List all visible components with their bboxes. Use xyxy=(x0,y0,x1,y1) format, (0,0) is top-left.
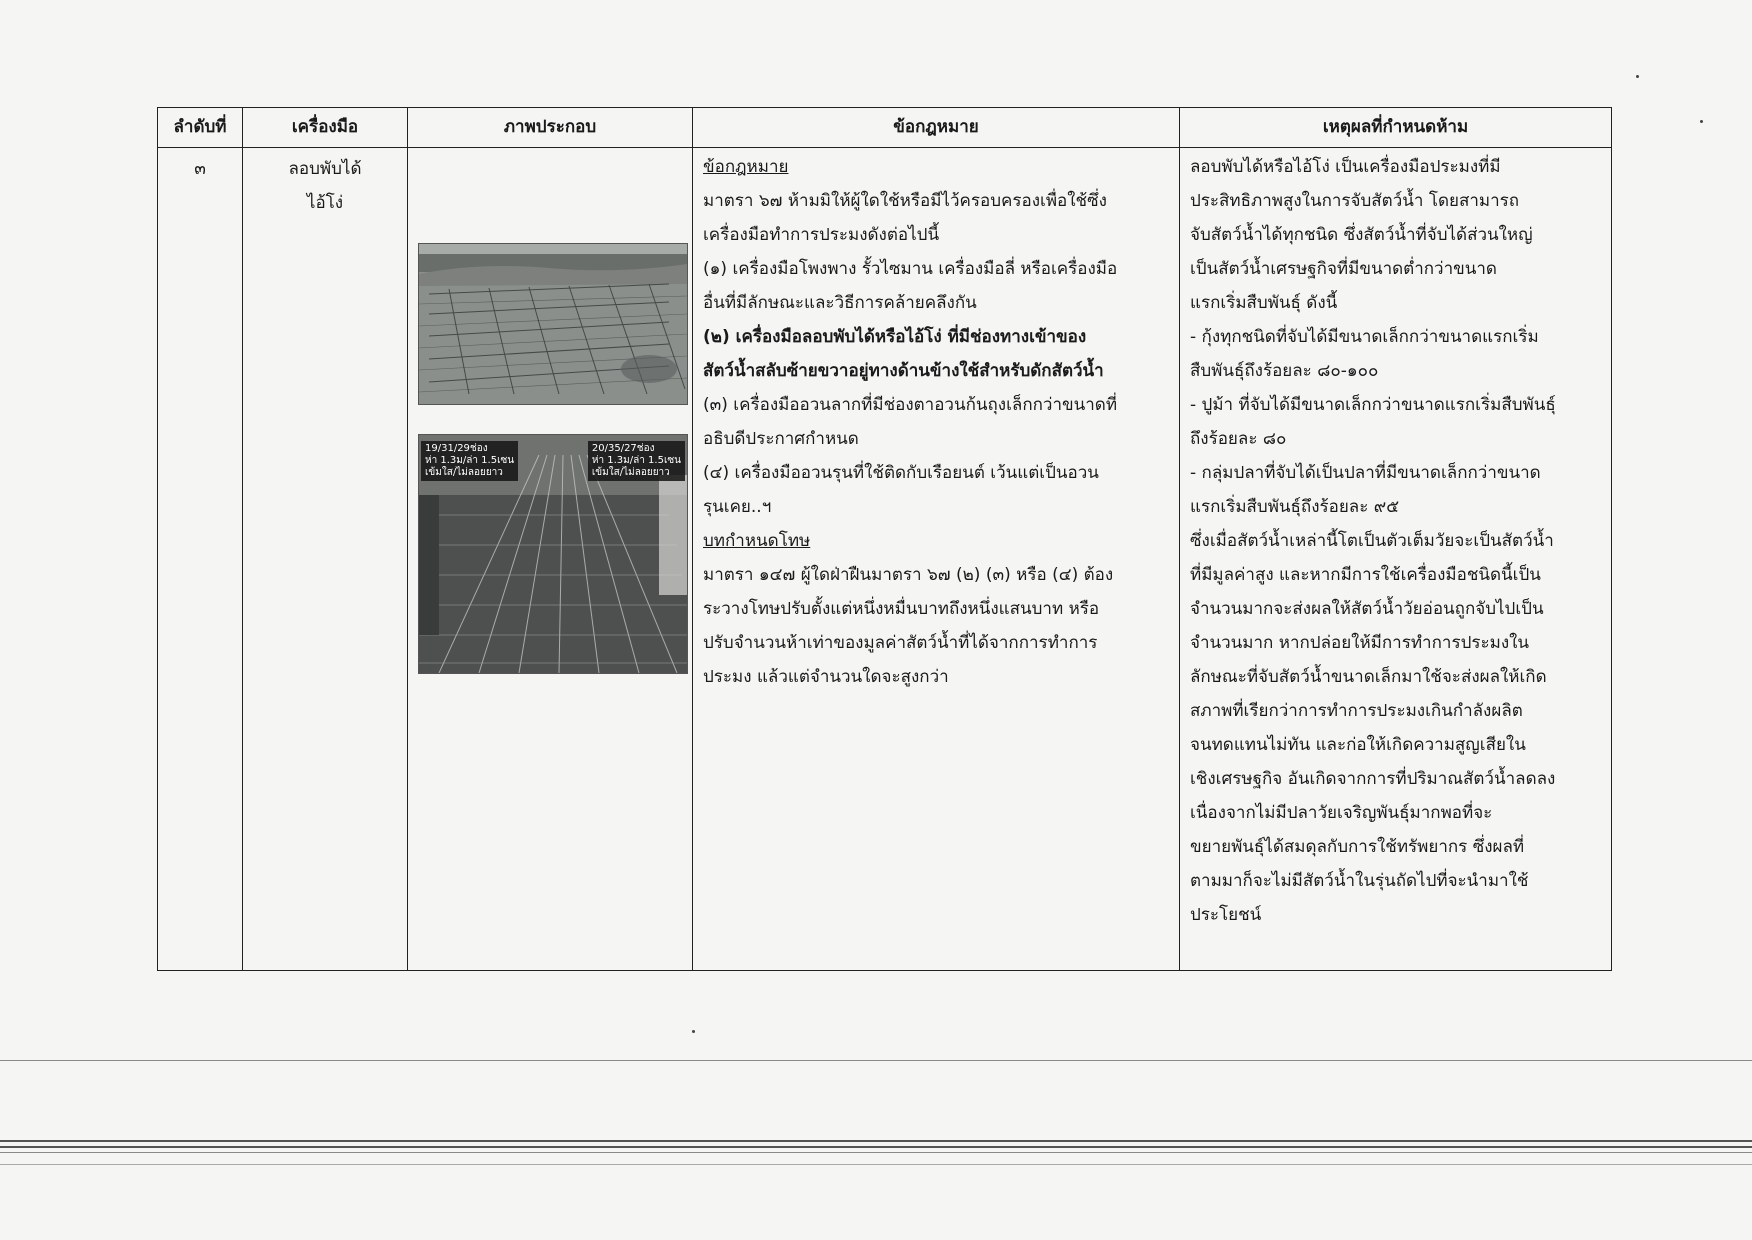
reason-line: ที่มีมูลค่าสูง และหากมีการใช้เครื่องมือชนิดนี้เป็น xyxy=(1190,565,1541,585)
reason-line: จำนวนมาก หากปล่อยให้มีการทำการประมงใน xyxy=(1190,633,1530,653)
footer-divider-thin xyxy=(0,1060,1752,1061)
footer-divider-4 xyxy=(0,1164,1752,1165)
header-tool: เครื่องมือ xyxy=(243,108,408,148)
reason-line: เนื่องจากไม่มีปลาวัยเจริญพันธุ์มากพอที่จะ xyxy=(1190,803,1493,823)
header-law: ข้อกฎหมาย xyxy=(693,108,1180,148)
photo-tag-line: ห่า 1.3ม/ล่า 1.5เซน xyxy=(591,455,681,466)
law-text xyxy=(693,148,1180,971)
reason-line: สภาพที่เรียกว่าการทำการประมงเกินกำลังผลิต xyxy=(1190,701,1523,721)
header-reason: เหตุผลที่กำหนดห้าม xyxy=(1180,108,1612,148)
photo-tag-line: 19/31/29ช่อง xyxy=(425,443,488,454)
reason-line: จำนวนมากจะส่งผลให้สัตว์น้ำวัยอ่อนถูกจับไปเป็น xyxy=(1190,599,1544,619)
table-header-row xyxy=(158,108,1612,148)
table-row xyxy=(158,148,1612,971)
scan-speck xyxy=(692,1030,695,1033)
photo-tag-line: 20/35/27ช่อง xyxy=(591,443,655,454)
folding-trap-photo-top xyxy=(418,243,688,405)
law-line: สัตว์น้ำสลับซ้ายขวาอยู่ทางด้านข้างใช้สำหรับดักสัตว์น้ำ xyxy=(703,361,1104,381)
reason-line: ประสิทธิภาพสูงในการจับสัตว์น้ำ โดยสามารถ xyxy=(1190,191,1520,211)
tool-name-line: ลอบพับได้ xyxy=(288,159,362,179)
reason-text xyxy=(1180,148,1612,971)
reason-line: - กลุ่มปลาที่จับได้เป็นปลาที่มีขนาดเล็กกว่าขนาด xyxy=(1190,463,1541,483)
photo-tag-left xyxy=(421,441,518,481)
law-line: (๔) เครื่องมืออวนรุนที่ใช้ติดกับเรือยนต์ เว้นแต่เป็นอวน xyxy=(703,463,1099,483)
photo-tag-line: ห่า 1.3ม/ล่า 1.5เซน xyxy=(425,455,515,466)
folding-trap-photo-image xyxy=(419,244,687,404)
reason-line: ลอบพับได้หรือไอ้โง่ เป็นเครื่องมือประมงที่มี xyxy=(1190,157,1501,177)
reason-line: ตามมาก็จะไม่มีสัตว์น้ำในรุ่นถัดไปที่จะนำมาใช้ xyxy=(1190,871,1529,891)
law-section-heading: ข้อกฎหมาย xyxy=(703,157,789,177)
law-line: รุนเคย..ฯ xyxy=(703,497,772,517)
header-no: ลำดับที่ xyxy=(158,108,243,148)
footer-divider-3 xyxy=(0,1152,1752,1153)
header-image: ภาพประกอบ xyxy=(408,108,693,148)
reason-line: ประโยชน์ xyxy=(1190,905,1262,925)
law-line: อื่นที่มีลักษณะและวิธีการคล้ายคลึงกัน xyxy=(703,293,977,313)
law-line: (๓) เครื่องมืออวนลากที่มีช่องตาอวนก้นถุงเล็กกว่าขนาดที่ xyxy=(703,395,1118,415)
reason-line: เชิงเศรษฐกิจ อันเกิดจากการที่ปริมาณสัตว์น้ำลดลง xyxy=(1190,769,1556,789)
photo-tag-line: เข้มใส/ไม่ลอยยาว xyxy=(425,467,503,478)
folding-trap-photo-bottom xyxy=(418,434,688,674)
reason-line: สืบพันธุ์ถึงร้อยละ ๘๐-๑๐๐ xyxy=(1190,361,1379,381)
law-line: (๒) เครื่องมือลอบพับได้หรือไอ้โง่ ที่มีช่องทางเข้าของ xyxy=(703,327,1087,347)
law-line: (๑) เครื่องมือโพงพาง รั้วไซมาน เครื่องมือลี่ หรือเครื่องมือ xyxy=(703,259,1118,279)
law-line: มาตรา ๖๗ ห้ามมิให้ผู้ใดใช้หรือมีไว้ครอบครองเพื่อใช้ซึ่ง xyxy=(703,191,1107,211)
law-line: เครื่องมือทำการประมงดังต่อไปนี้ xyxy=(703,225,940,245)
reason-line: แรกเริ่มสืบพันธุ์ถึงร้อยละ ๙๕ xyxy=(1190,497,1400,517)
reason-line: ลักษณะที่จับสัตว์น้ำขนาดเล็กมาใช้จะส่งผลให้เกิด xyxy=(1190,667,1547,687)
footer-divider-2 xyxy=(0,1146,1752,1148)
law-line: ระวางโทษปรับตั้งแต่หนึ่งหมื่นบาทถึงหนึ่งแสนบาท หรือ xyxy=(703,599,1100,619)
photo-tag-line: เข้มใส/ไม่ลอยยาว xyxy=(591,467,670,478)
reason-line: จนทดแทนไม่ทัน และก่อให้เกิดความสูญเสียใน xyxy=(1190,735,1526,755)
law-section-heading: บทกำหนดโทษ xyxy=(703,531,811,551)
illustration-cell xyxy=(408,148,693,971)
footer-divider-1 xyxy=(0,1140,1752,1142)
prohibited-gear-table xyxy=(157,107,1612,971)
reason-line: ถึงร้อยละ ๘๐ xyxy=(1190,429,1287,449)
reason-line: ขยายพันธุ์ได้สมดุลกับการใช้ทรัพยากร ซึ่งผลที่ xyxy=(1190,837,1525,857)
tool-name xyxy=(243,148,408,971)
law-line: มาตรา ๑๔๗ ผู้ใดฝ่าฝืนมาตรา ๖๗ (๒) (๓) หรือ (๔) ต้อง xyxy=(703,565,1114,585)
scan-speck xyxy=(1700,120,1703,123)
reason-line: - ปูม้า ที่จับได้มีขนาดเล็กกว่าขนาดแรกเริ่มสืบพันธุ์ xyxy=(1190,395,1556,415)
law-line: ประมง แล้วแต่จำนวนใดจะสูงกว่า xyxy=(703,667,949,687)
reason-line: ซึ่งเมื่อสัตว์น้ำเหล่านี้โตเป็นตัวเต็มวัยจะเป็นสัตว์น้ำ xyxy=(1190,531,1554,551)
reason-line: แรกเริ่มสืบพันธุ์ ดังนี้ xyxy=(1190,293,1338,313)
law-line: อธิบดีประกาศกำหนด xyxy=(703,429,859,449)
law-line: ปรับจำนวนห้าเท่าของมูลค่าสัตว์น้ำที่ได้จากการทำการ xyxy=(703,633,1098,653)
scan-speck xyxy=(1636,75,1639,78)
reason-line: เป็นสัตว์น้ำเศรษฐกิจที่มีขนาดต่ำกว่าขนาด xyxy=(1190,259,1497,279)
photo-tag-right xyxy=(588,441,685,481)
reason-line: - กุ้งทุกชนิดที่จับได้มีขนาดเล็กกว่าขนาดแรกเริ่ม xyxy=(1190,327,1539,347)
reason-line: จับสัตว์น้ำได้ทุกชนิด ซึ่งสัตว์น้ำที่จับได้ส่วนใหญ่ xyxy=(1190,225,1533,245)
row-number: ๓ xyxy=(158,148,243,971)
tool-name-line: ไอ้โง่ xyxy=(306,193,344,213)
